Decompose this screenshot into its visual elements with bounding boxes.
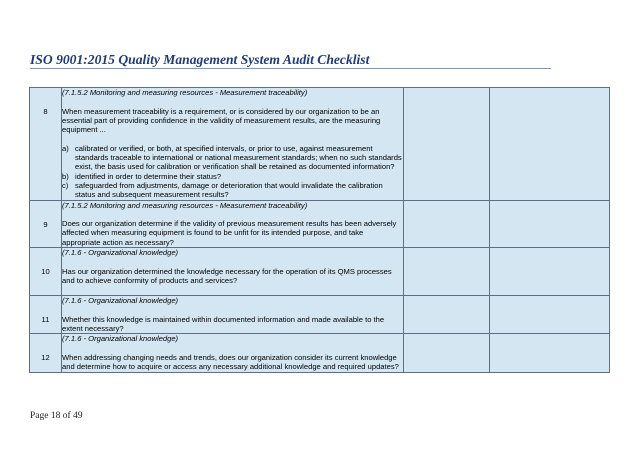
sub-item-list	[62, 144, 403, 200]
question-cell	[62, 88, 404, 201]
page-number: Page 18 of 49	[30, 411, 83, 421]
response-cell[interactable]	[404, 334, 490, 372]
question-text: Does our organization determine if the validity of previous measurement results has been adversely affected when measuring equipment is found to be unfit for its intended purpose, and take appropriate action as necessary?	[62, 219, 397, 247]
row-number-cell	[30, 200, 62, 247]
audit-checklist-table	[29, 87, 610, 373]
response-cell[interactable]	[404, 248, 490, 296]
notes-cell[interactable]	[490, 334, 610, 372]
row-number-cell	[30, 248, 62, 296]
response-cell[interactable]	[404, 88, 490, 201]
question-cell	[62, 296, 404, 334]
checklist-row	[30, 248, 610, 296]
checklist-row	[30, 296, 610, 334]
clause-reference: (7.1.5.2 Monitoring and measuring resources - Measurement traceability)	[62, 200, 308, 210]
clause-reference: (7.1.6 - Organizational knowledge)	[62, 334, 179, 344]
notes-cell[interactable]	[490, 88, 610, 201]
notes-cell[interactable]	[490, 200, 610, 247]
sub-item-marker: a)	[62, 143, 69, 153]
sub-item	[62, 181, 403, 200]
row-number: 8	[43, 107, 48, 116]
sub-item-marker: b)	[62, 171, 69, 181]
checklist-row	[30, 200, 610, 247]
row-number-cell	[30, 334, 62, 372]
notes-cell[interactable]	[490, 248, 610, 296]
question-cell	[62, 248, 404, 296]
response-cell[interactable]	[404, 200, 490, 247]
question-cell	[62, 334, 404, 372]
row-number: 11	[41, 315, 50, 325]
document-title: ISO 9001:2015 Quality Management System Audit Checklist	[30, 52, 370, 67]
question-text: When addressing changing needs and trends, does our organization consider its current knowledge and determine how to acquire or access any necessary additional knowledge and required updates?	[62, 353, 399, 372]
question-text: When measurement traceability is a requirement, or is considered by our organization to be an essential part of providing confidence in the validity of measurement results, are the measuring equipment ...	[62, 106, 381, 135]
sub-item	[62, 144, 403, 172]
question-text: Whether this knowledge is maintained within documented information and made available to the extent necessary?	[62, 314, 385, 334]
sub-item-text: calibrated or verified, or both, at specified intervals, or prior to use, against measurement standards traceable to international or national measurement standards; when no such standards exist, the basis used for calibration or verification shall be retained as documented information?	[75, 143, 402, 172]
sub-item-marker: c)	[62, 180, 69, 190]
row-number-cell	[30, 88, 62, 201]
row-number: 9	[43, 219, 48, 229]
row-number: 12	[41, 353, 50, 363]
response-cell[interactable]	[404, 296, 490, 334]
notes-cell[interactable]	[490, 296, 610, 334]
question-text: Has our organization determined the knowledge necessary for the operation of its QMS processes and to achieve conformity of products and services?	[62, 266, 392, 285]
clause-reference: (7.1.6 - Organizational knowledge)	[62, 296, 179, 306]
clause-reference: (7.1.6 - Organizational knowledge)	[62, 248, 179, 258]
row-number-cell	[30, 296, 62, 334]
row-number: 10	[41, 267, 50, 277]
sub-item-text: identified in order to determine their status?	[75, 171, 222, 181]
title-divider	[30, 68, 551, 69]
question-cell	[62, 200, 404, 247]
sub-item-text: safeguarded from adjustments, damage or deterioration that would invalidate the calibration status and subsequent measurement results?	[75, 180, 383, 200]
sub-item	[62, 172, 403, 181]
checklist-row	[30, 88, 610, 201]
clause-reference: (7.1.5.2 Monitoring and measuring resources - Measurement traceability)	[62, 88, 308, 97]
checklist-row	[30, 334, 610, 372]
